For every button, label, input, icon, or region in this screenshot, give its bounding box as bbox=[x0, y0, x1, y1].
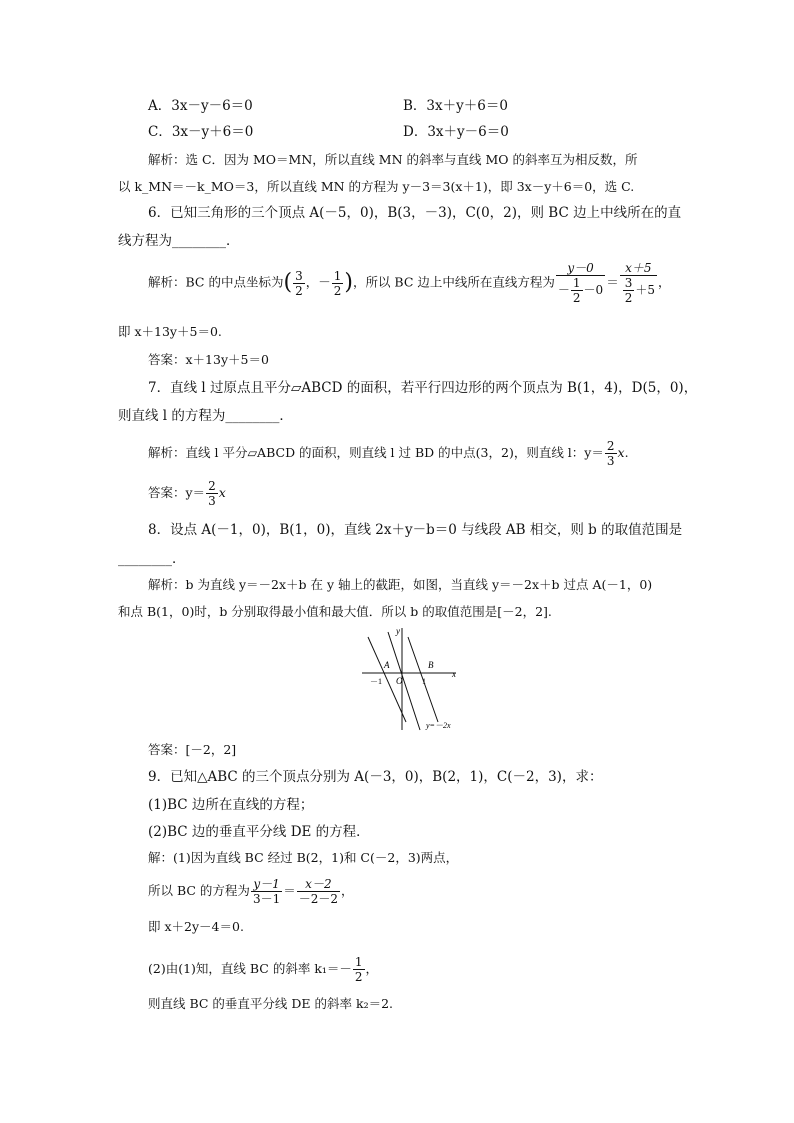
q9-solution-line3: 即 x＋2y－4＝0. bbox=[148, 919, 244, 934]
tick-neg1-label: －1 bbox=[370, 677, 382, 686]
point-b-label: B bbox=[428, 660, 434, 670]
q9-solution-line4: (2)由(1)知，直线 BC 的斜率 k₁＝－ $\frac{1}{2}$ ， bbox=[148, 955, 379, 984]
origin-label: O bbox=[396, 676, 403, 686]
q5-option-b: B．3x＋y＋6＝0 bbox=[403, 98, 508, 114]
point-a-label: A bbox=[384, 660, 390, 670]
q5-analysis-line1: 解析：选 C．因为 MO＝MN，所以直线 MN 的斜率与直线 MO 的斜率互为相反数，所 bbox=[148, 152, 638, 167]
line-label: y=－2x bbox=[426, 721, 451, 730]
q9-stem: 9．已知△ABC 的三个顶点分别为 A(－3，0)，B(2，1)，C(－2，3)，求： bbox=[148, 769, 603, 785]
q5-option-c: C．3x－y＋6＝0 bbox=[148, 124, 254, 140]
y-axis-label: y bbox=[396, 626, 400, 636]
q6-stem-line2: 线方程为________． bbox=[118, 233, 240, 249]
q7-stem-line2: 则直线 l 的方程为________． bbox=[118, 408, 293, 424]
q5-analysis-line2: 以 k_MN＝－k_MO＝3，所以直线 MN 的方程为 y－3＝3(x＋1)，即 3x－y＋6＝0，选 C. bbox=[118, 179, 635, 194]
q5-option-a: A．3x－y－6＝0 bbox=[148, 98, 253, 114]
q7-stem-line1: 7．直线 l 过原点且平分▱ABCD 的面积，若平行四边形的两个顶点为 B(1，4)，D(5，0)， bbox=[148, 380, 698, 396]
q8-analysis-line2: 和点 B(1，0)时，b 分别取得最小值和最大值．所以 b 的取值范围是[－2，2]. bbox=[118, 604, 552, 619]
q8-stem-line2: ________． bbox=[118, 551, 186, 567]
q8-stem-line1: 8．设点 A(－1，0)，B(1，0)，直线 2x＋y－b＝0 与线段 AB 相交，则 b 的取值范围是 bbox=[148, 522, 683, 538]
q9-solution-line4-prefix: (2)由(1)知，直线 BC 的斜率 k₁＝－ bbox=[148, 961, 352, 976]
q8-answer: 答案：[－2，2] bbox=[148, 742, 237, 757]
q9-part1: (1)BC 边所在直线的方程； bbox=[148, 797, 314, 813]
q6-analysis-mid: ，所以 BC 边上中线所在直线方程为 bbox=[352, 274, 555, 290]
q5-option-d: D．3x＋y－6＝0 bbox=[403, 124, 509, 140]
q9-part2: (2)BC 边的垂直平分线 DE 的方程． bbox=[148, 824, 370, 840]
q9-solution-line2: 所以 BC 的方程为 $\frac{y-1}{3-1}$ ＝ $\frac{x-2}{-2-2}$ ， bbox=[148, 877, 354, 906]
coordinate-figure bbox=[360, 622, 470, 734]
q6-analysis: 解析：BC 的中点坐标为( $\frac{3}{2}$ ，－ $\frac{1}{2}$ )，所以 BC 边上中线所在直线方程为 y－0 － $\frac{1}{2}$ －0 ＝ x＋5 $\frac{3}{2}$ ＋5 ， bbox=[148, 261, 671, 305]
x-axis-label: x bbox=[452, 669, 456, 679]
q7-answer: 答案：y＝ $\frac{2}{3}$ x bbox=[148, 479, 226, 508]
q6-answer: 答案：x＋13y＋5＝0 bbox=[148, 352, 269, 367]
q9-solution-line1: 解：(1)因为直线 BC 经过 B(2，1)和 C(－2，3)两点， bbox=[148, 850, 459, 865]
q6-analysis-prefix: 解析：BC 的中点坐标为 bbox=[148, 274, 284, 290]
q7-analysis: 解析：直线 l 平分▱ABCD 的面积，则直线 l 过 BD 的中点(3，2)，则直线 l：y＝ $\frac{2}{3}$ x. bbox=[148, 439, 629, 468]
q9-solution-line5: 则直线 BC 的垂直平分线 DE 的斜率 k₂＝2. bbox=[148, 996, 394, 1011]
q9-solution-line2-prefix: 所以 BC 的方程为 bbox=[148, 883, 250, 898]
tick-1-label: 1 bbox=[422, 677, 426, 686]
q6-stem-line1: 6．已知三角形的三个顶点 A(－5，0)，B(3，－3)，C(0，2)，则 BC 边上中线所在的直 bbox=[148, 205, 682, 221]
q7-analysis-text: 解析：直线 l 平分▱ABCD 的面积，则直线 l 过 BD 的中点(3，2)，则直线 l：y＝ bbox=[148, 445, 604, 460]
line-through-origin bbox=[388, 632, 420, 730]
q6-analysis-line2: 即 x＋13y＋5＝0. bbox=[118, 324, 222, 339]
q7-answer-prefix: 答案：y＝ bbox=[148, 485, 206, 500]
q8-analysis-line1: 解析：b 为直线 y＝－2x＋b 在 y 轴上的截距，如图，当直线 y＝－2x＋b 过点 A(－1，0) bbox=[148, 577, 653, 592]
